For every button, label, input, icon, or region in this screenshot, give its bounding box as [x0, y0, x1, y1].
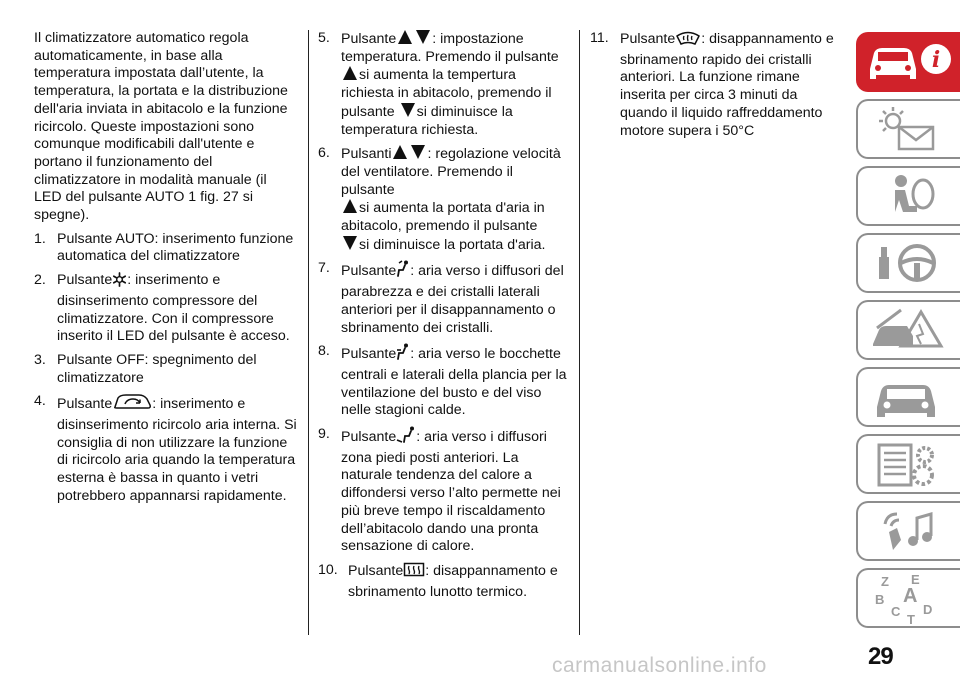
front-defrost-icon — [675, 30, 701, 52]
list-item: 8. Pulsante : aria verso le bocchette centrali e laterali della plancia per la ventilazione del busto e del viso nelle stagioni calde. — [318, 343, 567, 419]
column-3 — [590, 30, 842, 146]
list-item: 5. Pulsante : impostazione temperatura. Premendo il pulsante si aumenta la tempertura richiesta in abitacolo, premendo il pulsante si diminuisce la temperatura richiesta. — [318, 30, 559, 138]
safety-airbag-icon — [871, 172, 947, 220]
face-airflow-icon — [396, 343, 410, 367]
air-recirculation-icon — [112, 393, 152, 417]
arrow-down-icon — [416, 30, 430, 44]
tab-starting-driving[interactable] — [856, 233, 960, 293]
tab-emergency[interactable] — [856, 300, 960, 360]
index-letter: A — [903, 585, 918, 607]
page-number: 29 — [868, 643, 893, 670]
list-item: 6. Pulsanti : regolazione velocità del ventilatore. Premendo il pulsante si aumenta la portata d'aria in abitacolo, premendo il pulsante si diminuisce la portata d'aria. — [318, 145, 561, 253]
tab-multimedia[interactable] — [856, 501, 960, 561]
arrow-up-icon — [398, 30, 412, 44]
index-letter: D — [923, 602, 933, 617]
arrow-down-icon — [401, 103, 415, 117]
list-item: 10. Pulsante : disappannamento e sbrinamento lunotto termico. — [318, 561, 558, 600]
list-item: 9. Pulsante : aria verso i diffusori zona piedi posti anteriori. La naturale tendenza del calore a diffondersi verso l’alto permette nei più breve tempo il riscaldamento dell’abitacolo dando una pronta sensazione di calore. — [318, 426, 561, 555]
index-letter: Z — [881, 574, 889, 589]
arrow-down-icon — [343, 236, 357, 250]
index-icon — [871, 570, 947, 626]
list-item: 3. Pulsante OFF: spegnimento del climatizzatore — [34, 351, 257, 386]
arrow-up-icon — [393, 145, 407, 159]
car-info-icon — [866, 39, 952, 85]
index-letter: B — [875, 592, 885, 607]
arrow-up-icon — [343, 66, 357, 80]
multimedia-icon — [871, 506, 947, 556]
tab-technical-data[interactable] — [856, 434, 960, 494]
emergency-icon — [871, 306, 947, 354]
feet-airflow-icon — [396, 426, 416, 450]
tab-maintenance[interactable] — [856, 367, 960, 427]
index-letter: T — [907, 612, 915, 626]
arrow-down-icon — [411, 145, 425, 159]
warning-lights-icon — [871, 105, 947, 153]
list-item: 11. Pulsante : disappannamento e sbrinamento rapido dei cristalli anteriori. La funzione rimane inserita per circa 3 minuti da quando il liquido raffreddamento motore supera i 50°C — [590, 30, 834, 139]
intro-paragraph: Il climatizzatore automatico regola automaticamente, in base alla temperatura impostata dall’utente, la temperatura, la portata e la distribuzione dell'aria inviata in abitacolo e la funzione ricircolo. Queste impostazioni sono comunque modificabili dall'utente e portano il funzionamento del climatizzatore in modalità manuale (il LED del pulsante AUTO 1 fig. 27 si spegne). — [34, 30, 288, 224]
arrow-up-icon — [343, 199, 357, 213]
index-letter: C — [891, 604, 901, 619]
column-2 — [318, 30, 570, 607]
tab-warning-lights[interactable] — [856, 99, 960, 159]
list-item: 7. Pulsante : aria verso i diffusori del parabrezza e dei cristalli laterali anteriori per il disappannamento o sbrinamento dei cristalli. — [318, 260, 564, 336]
list-item: 2. Pulsante : inserimento e disinserimento compressore del climatizzatore. Con il compressore inserito il LED del pulsante è acceso. — [34, 272, 290, 345]
tab-safety[interactable] — [856, 166, 960, 226]
list-item: 1. Pulsante AUTO: inserimento funzione automatica del climatizzatore — [34, 230, 294, 265]
starting-driving-icon — [871, 239, 947, 287]
list-item: 4. Pulsante : inserimento e disinserimento ricircolo aria interna. Si consiglia di non utilizzare la funzione di ricircolo aria quando la temperatura esterna è bassa in quanto i vetri potrebbero appannarsi rapidamente. — [34, 393, 297, 504]
windscreen-airflow-icon — [396, 260, 410, 284]
index-letter: E — [911, 572, 920, 587]
technical-data-icon — [871, 439, 947, 489]
watermark: carmanualsonline.info — [552, 654, 767, 677]
column-divider — [308, 30, 309, 635]
maintenance-icon — [871, 373, 947, 421]
rear-defrost-icon — [403, 562, 425, 584]
svg-text:i: i — [931, 47, 941, 73]
column-1 — [34, 30, 298, 512]
tab-index[interactable] — [856, 568, 960, 628]
ac-compressor-icon — [112, 272, 127, 293]
column-divider — [579, 30, 580, 635]
tab-car-info[interactable] — [856, 32, 960, 92]
